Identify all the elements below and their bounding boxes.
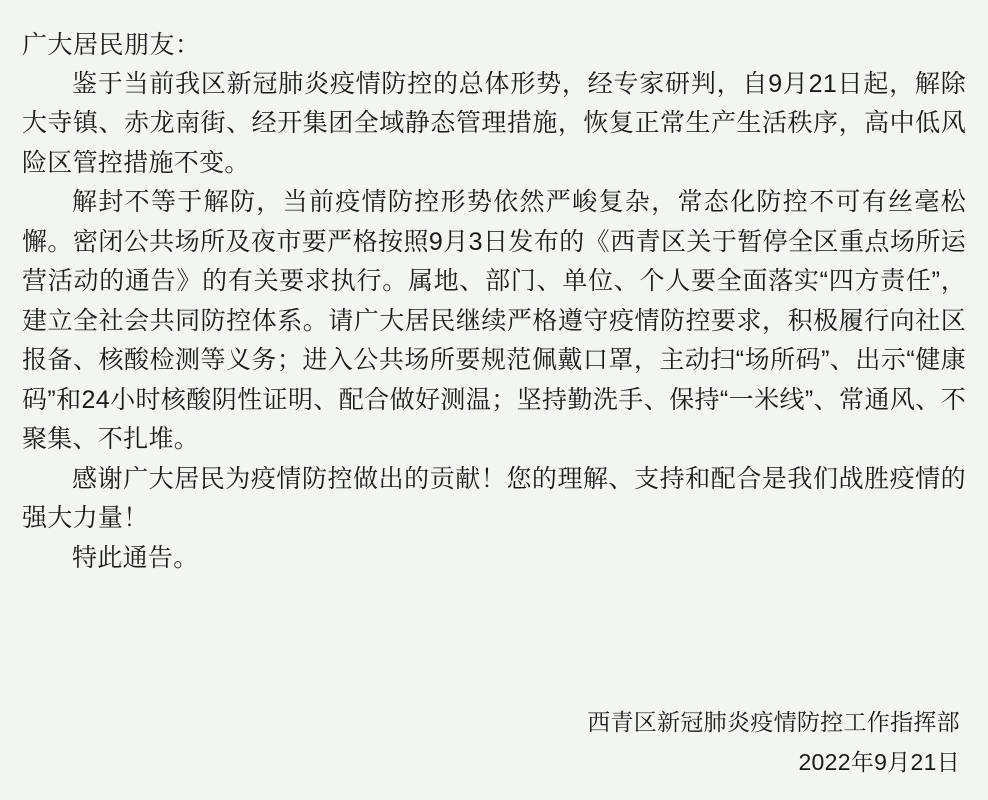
salutation: 广大居民朋友： [22,31,201,59]
paragraph-1: 鉴于当前我区新冠肺炎疫情防控的总体形势，经专家研判，自9月21日起，解除大寺镇、赤龙南街、经开集团全域静态管理措施，恢复正常生产生活秩序，高中低风险区管控措施不变。 [22,69,966,177]
body-text [22,65,966,579]
paragraph-4: 特此通告。 [72,543,199,572]
signature-block [22,702,966,783]
paragraph-2: 解封不等于解防，当前疫情防控形势依然严峻复杂，常态化防控不可有丝毫松懈。密闭公共场所及夜市要严格按照9月3日发布的《西青区关于暂停全区重点场所运营活动的通告》的有关要求执行。属地、部门、单位、个人要全面落实“四方责任”，建立全社会共同防控体系。请广大居民继续严格遵守疫情防控要求，积极履行向社区报备、核酸检测等义务；进入公共场所要规范佩戴口罩，主动扫“场所码”、出示“健康码”和24小时核酸阴性证明、配合做好测温；坚持勤洗手、保持“一米线”、常通风、不聚集、不扎堆。 [22,188,966,454]
signature-date: 2022年9月21日 [798,748,960,775]
signature-issuer: 西青区新冠肺炎疫情防控工作指挥部 [587,708,960,735]
paragraph-3: 感谢广大居民为疫情防控做出的贡献！您的理解、支持和配合是我们战胜疫情的强大力量！ [22,464,966,533]
